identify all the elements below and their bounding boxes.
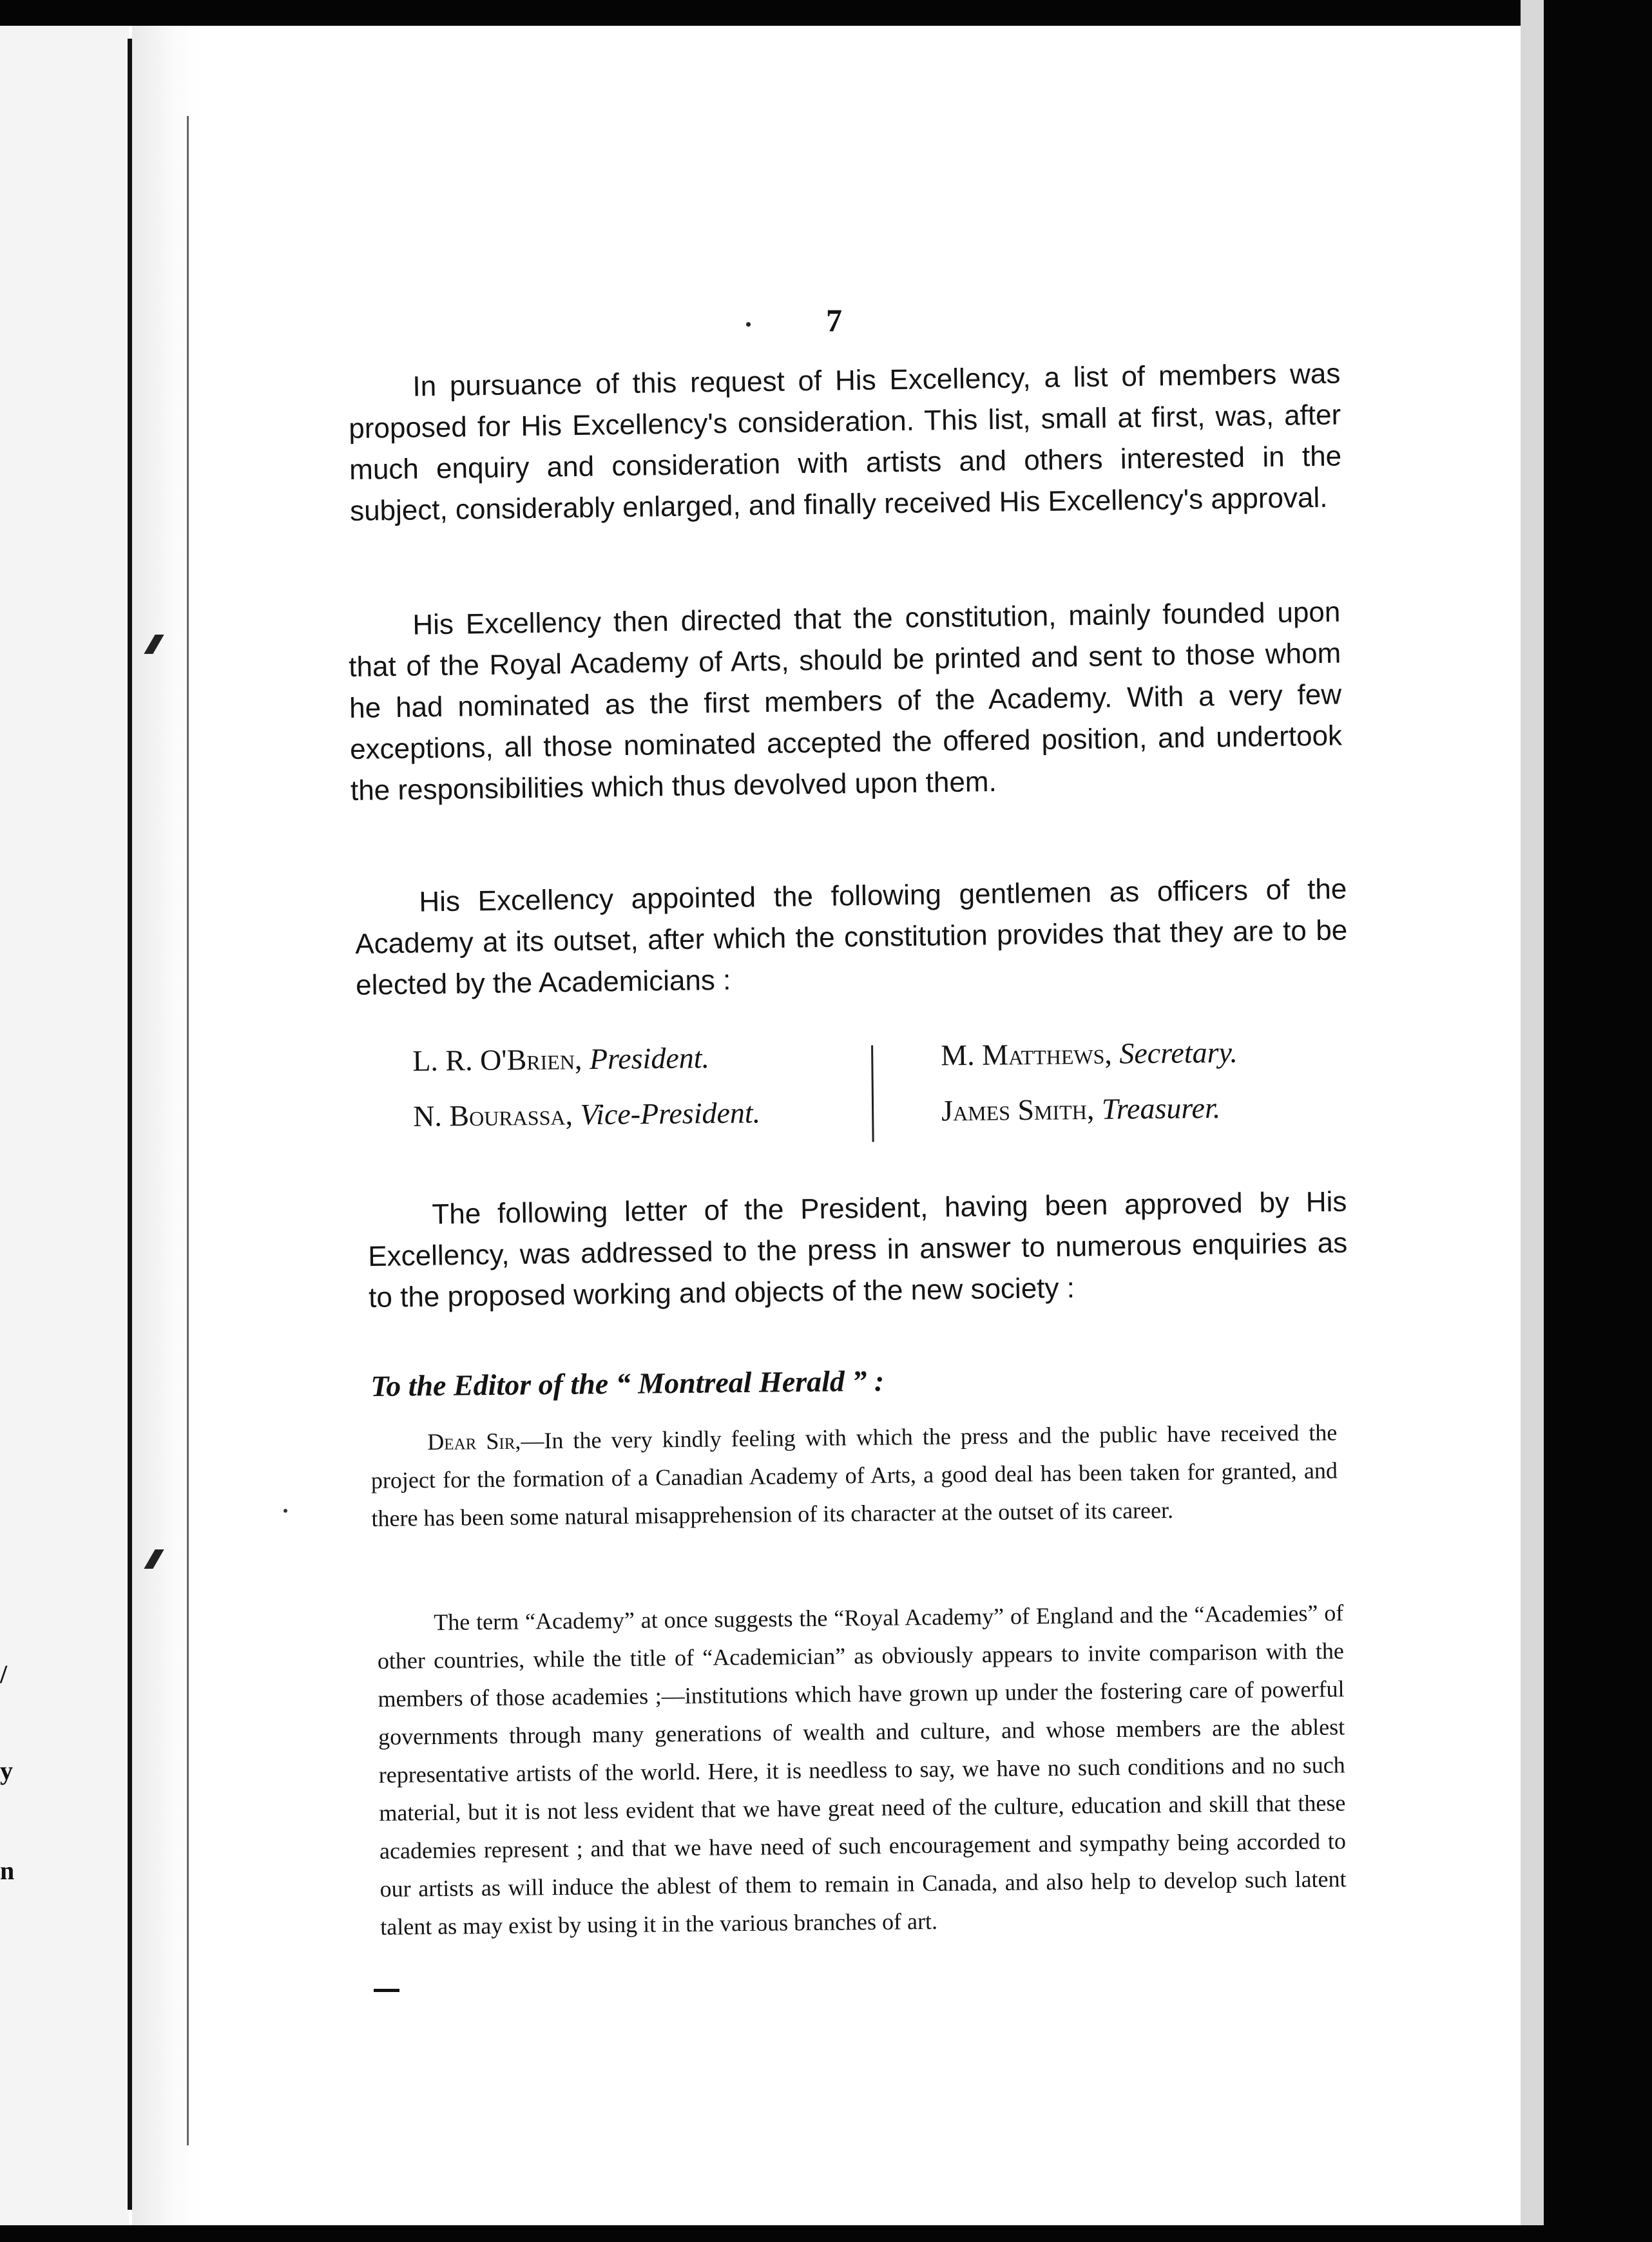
scan-border-bottom: [0, 2225, 1652, 2242]
facing-page-fragment: n: [0, 1856, 15, 1885]
officer-role: Vice-President.: [580, 1096, 761, 1131]
scan-edge-shadow: [1521, 0, 1544, 2225]
letter-paragraph: The term “Academy” at once suggests the “Royal Academy” of England and the “Academies” of other countries, while the title of “Academician” as obviously appears to invite comparison with the members of those academies ;—institutions which have grown up under the fostering care of powerful governments through many generations of wealth and culture, and whose members are the ablest representative artists of the world. Here, it is needless to say, we have no such conditions and no such material, but it is not less evident that we have great need of the culture, education and skill that these academies represent ; and that we have need of such encouragement and sympathy being accorded to our artists as will induce the ablest of them to remain in Canada, and also help to develop such latent talent as may exist by using it in the various branches of art.: [377, 1600, 1347, 1940]
paragraph: His Excellency appointed the following gentlemen as officers of the Academy at its outset, after which the constitution provides that they are to be elected by the Academicians :: [354, 873, 1348, 1001]
scan-border-right: [1544, 0, 1652, 2242]
paragraph: In pursuance of this request of His Excellency, a list of members was proposed for His Excellency's consideration. This list, small at first, was, after much enquiry and consideration with artists and others interested in the subject, considerably enlarged, and finally received His Excellency's approval.: [348, 358, 1342, 527]
paragraph: The following letter of the President, having been approved by His Excellency, was addressed to the press in answer to numerous enquiries as to the proposed working and objects of the new society :: [367, 1185, 1348, 1314]
officer-entry: [412, 1040, 709, 1078]
paragraph: His Excellency then directed that the constitution, mainly founded upon that of the Royal Academy of Arts, should be printed and sent to those whom he had nominated as the first members of the Academy. With a very few exceptions, all those nominated accepted the offered position, and undertook the responsibilities which thus devolved upon them.: [348, 596, 1343, 807]
page-number: 7: [826, 302, 842, 338]
officer-name: James Smith,: [941, 1092, 1095, 1127]
officer-name: N. Bourassa,: [412, 1098, 573, 1133]
letter-salutation: To the Editor of the “ Montreal Herald ” :: [370, 1364, 885, 1403]
scan-border-top: [0, 0, 1652, 26]
officers-list: [412, 1034, 1335, 1153]
letter-paragraph: [370, 1413, 1338, 1538]
page-binding-line: [187, 116, 189, 2145]
officer-role: Secretary.: [1119, 1035, 1238, 1070]
officer-role: President.: [589, 1041, 710, 1076]
stray-mark: [374, 1989, 399, 1992]
facing-page: [0, 26, 129, 2225]
officer-entry: [413, 1095, 761, 1133]
letter-opening: Dear Sir,: [427, 1428, 521, 1455]
stray-mark: [746, 322, 751, 327]
officer-entry: [941, 1035, 1238, 1073]
facing-page-fragment: y: [0, 1756, 13, 1785]
facing-page-fragment: /: [0, 1660, 8, 1689]
officers-divider: [871, 1046, 874, 1142]
letter-text: —In the very kindly feeling with which the press and the public have received the project for the formation of a Canadian Academy of Arts, a good deal has been taken for granted, and there has been some natural misapprehension of its character at the outset of its career.: [370, 1419, 1338, 1531]
officer-name: M. Matthews,: [940, 1037, 1113, 1072]
officer-name: L. R. O'Brien,: [412, 1042, 582, 1077]
officer-role: Treasurer.: [1101, 1091, 1221, 1126]
officer-entry: [941, 1091, 1221, 1128]
stray-mark: [283, 1509, 287, 1513]
page-gutter: [132, 26, 203, 2225]
facing-page-edge: [128, 39, 132, 2210]
